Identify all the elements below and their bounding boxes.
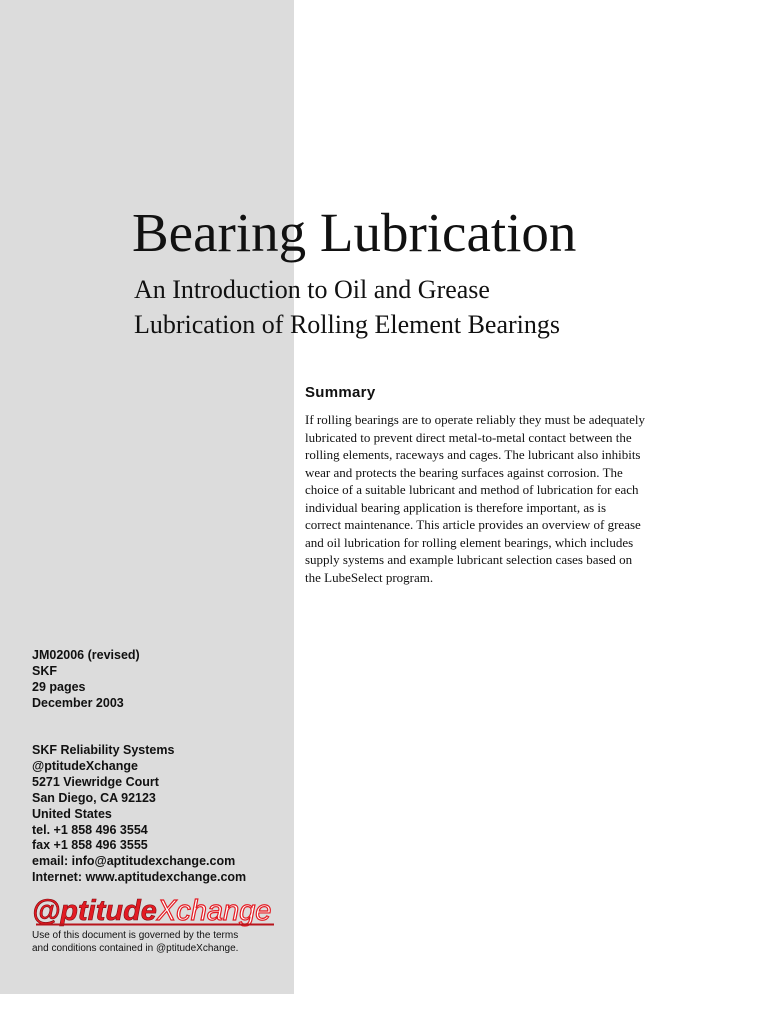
page-count: 29 pages bbox=[32, 679, 86, 694]
summary-paragraph bbox=[305, 411, 645, 586]
summary-line: lubricated to prevent direct metal-to-metal contact between the bbox=[305, 429, 632, 445]
contact-email: email: info@aptitudexchange.com bbox=[32, 854, 236, 869]
contact-company: SKF Reliability Systems bbox=[32, 743, 175, 757]
disclaimer-line-2: and conditions contained in @ptitudeXchange. bbox=[32, 943, 239, 954]
contact-city: San Diego, CA 92123 bbox=[32, 790, 156, 805]
summary-line: correct maintenance. This article provides an overview of grease bbox=[305, 517, 641, 532]
subtitle-line-2: Lubrication of Rolling Element Bearings bbox=[134, 310, 561, 339]
summary-heading: Summary bbox=[305, 384, 376, 401]
publish-date: December 2003 bbox=[32, 695, 124, 710]
contact-division: @ptitudeXchange bbox=[32, 758, 138, 773]
contact-tel: tel. +1 858 496 3554 bbox=[32, 822, 148, 837]
aptitudexchange-logo bbox=[30, 893, 280, 927]
contact-street: 5271 Viewridge Court bbox=[32, 774, 159, 789]
document-info bbox=[32, 648, 140, 712]
contact-country: United States bbox=[32, 806, 112, 821]
disclaimer-line-1: Use of this document is governed by the terms bbox=[32, 930, 239, 941]
summary-line: If rolling bearings are to operate reliably they must be adequately bbox=[305, 412, 646, 427]
summary-line: choice of a suitable lubricant and method of lubrication for each bbox=[305, 482, 639, 497]
document-subtitle bbox=[134, 272, 560, 342]
contact-website: Internet: www.aptitudexchange.com bbox=[32, 870, 247, 885]
disclaimer-text bbox=[32, 929, 238, 955]
summary-line: and oil lubrication for rolling element bearings, which includes bbox=[305, 534, 634, 550]
summary-line: wear and protects the bearing surfaces against corrosion. The bbox=[305, 464, 623, 480]
summary-line: individual bearing application is therefore important, as is bbox=[305, 499, 607, 515]
contact-block bbox=[32, 743, 246, 886]
summary-line: supply systems and example lubricant selection cases based on bbox=[305, 552, 633, 567]
document-title: Bearing Lubrication bbox=[132, 202, 577, 263]
summary-line: the LubeSelect program. bbox=[305, 569, 434, 585]
subtitle-line-1: An Introduction to Oil and Grease bbox=[134, 275, 490, 304]
logo-text bbox=[32, 895, 271, 927]
contact-fax: fax +1 858 496 3555 bbox=[32, 838, 148, 853]
summary-line: rolling elements, raceways and cages. The lubricant also inhibits bbox=[305, 447, 641, 462]
doc-id: JM02006 (revised) bbox=[32, 648, 140, 662]
publisher: SKF bbox=[32, 663, 57, 678]
logo-part-xchange: Xchange bbox=[156, 895, 272, 927]
logo-part-aptitude: @ptitude bbox=[32, 895, 157, 927]
